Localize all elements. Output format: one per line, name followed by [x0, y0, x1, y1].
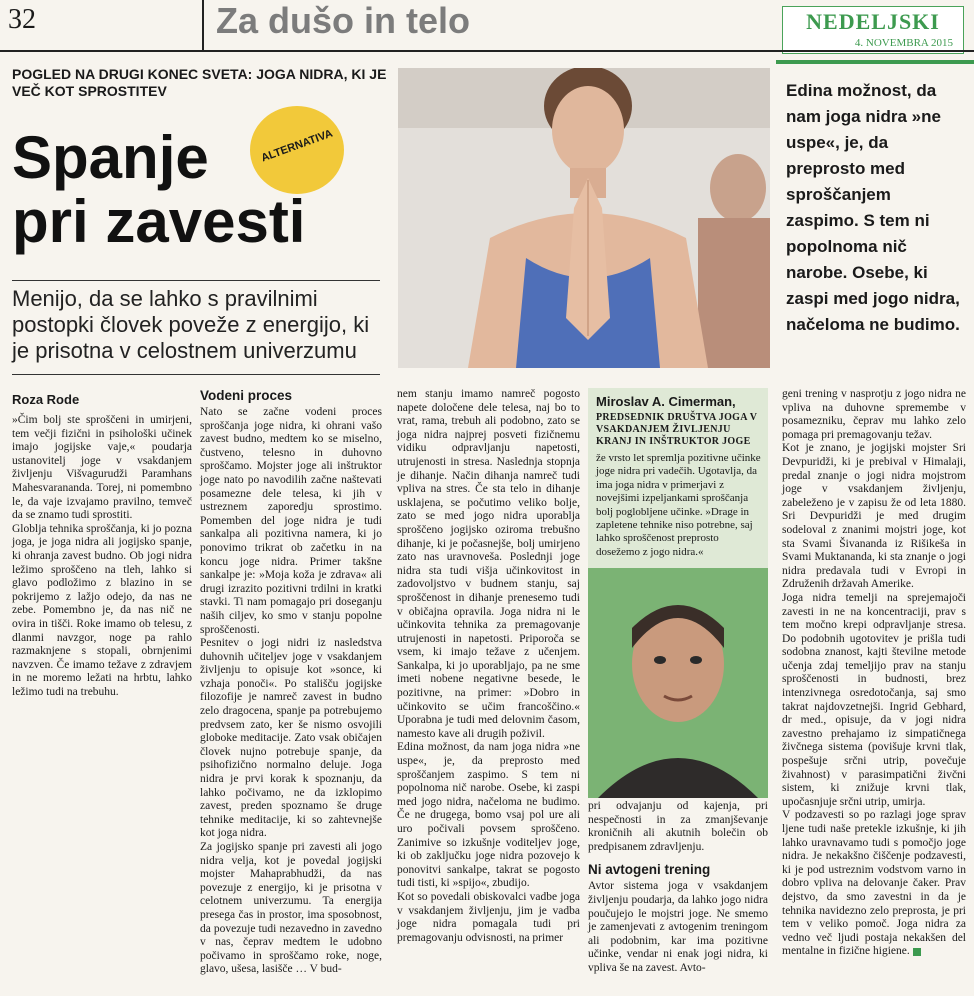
paragraph: Joga nidra temelji na sprejemajoči zavesti in ne na koncentraciji, prav s tem močno krepi odpravljanje stresa. Do podobnih ugotovitev je prišla tudi sodobna znanost, kajti številne metode učenja zdaj temeljijo prav na stanju sproščenosti in budnosti, brez intenzivnega osredotočanja, saj smo takrat najdovzetnejši. Ingrid Gebhard, dr med., opisuje, da v jogi nidra zavestno prehajamo iz simpatičnega živčnega sistema (povišuje krvni tlak, pospešuje srčni utrip, povečuje živahnost) v parasimpatični živčni sistem, ki znižuje krvni tlak, upočasnjuje srčni utrip, umirja. — [782, 591, 966, 808]
section-title: Za dušo in telo — [216, 0, 471, 41]
yoga-woman-illustration — [398, 68, 770, 368]
sidebar-role: PREDSEDNIK DRUŠTVA JOGA V VSAKDANJEM ŽIVLJENJU KRANJ IN INŠTRUKTOR JOGE — [596, 412, 758, 447]
paragraph: Edina možnost, da nam joga nidra »ne uspe«, je, da preprosto med sproščanjem zaspimo. S tem ni popolnoma nič narobe. Osebe, ki zaspi med jogo nidra, načeloma ne budimo. Če ne drugega, bomo vsaj pol ure ali uro počivali povsem sproščeno. Zanimive so izkušnje voditeljev joge, ki ob zaključku joge nidra pozovejo k ponovitvi sankalpe, takrat se pogosto tudi tisti, ki »spijo«, zbudijo. — [397, 741, 580, 890]
masthead-date: 4. NOVEMBRA 2015 — [854, 37, 953, 49]
paragraph: Kot so povedali obiskovalci vadbe joga v vsakdanjem življenju, jim je vadba joge nidra pomagala tudi pri premagovanju odvisnosti, na primer — [397, 890, 580, 944]
paragraph: nem stanju imamo namreč pogosto napete določene dele telesa, naj bo to vrat, rama, trebuh ali podobno, zato se joga nidra najprej posveti fizičnemu vidiku odpravljanju napetosti, utrujenosti in stresa. Naslednja stopnja je dihanje. Način dihanja namreč tudi vpliva na stres. Če sta telo in dihanje usklajena, se počutimo veliko bolje, zato se med jogo nidra uporablja sproščeno jogijsko oziroma trebušno dihanje, ki je počasnejše, bolj umirjeno zato nas uravnoveša. Poslednji joge nidra sta tudi višja učinkovitost in zadovoljstvo v budnem stanju, saj sproščenost in dihanje prenesemo tudi v običajna opravila. Joga nidra ni le učinkovita tehnika za premagovanje utrujenosti in napetosti. Priporoča se vsem, ki imajo težave z učenjem. Sankalpa, ki jo uporabljajo, pa ne sme imeti nobene negativne besede, le pozitivne, na primer: »Dobro in učinkovito se učim francoščino.« Uporabna je tudi med delovnim časom, namesto kave ali drugih poživil. — [397, 388, 580, 740]
headline-line-2: pri zavesti — [12, 188, 306, 255]
header-rule — [0, 50, 974, 52]
masthead-name: NEDELJSKI — [806, 9, 940, 34]
column-1 — [12, 414, 192, 699]
paragraph: Nato se začne vodeni proces sproščanja joge nidra, ki ohrani vašo zavest budno, medtem ko se miselno, čustveno, telesno in duhovno sproščamo. Mojster joge ali inštruktor joge nato po navodilih začne naštevati posamezne dele telesa, ki jih v ustreznem zaporedju sprostimo. Pomemben del joge nidra je tudi sankalpa ali pozitivna namera, ki jo ponovimo trikrat ob začetku in na koncu joge nidra. Primer takšne sankalpe je: »Moja koža je zdrava« ali drugi izrazito pozitivni trdilni in kratki stavki. Ti nam pomagajo pri doseganju naših ciljev, ko smo v stanju popolne sproščenosti. — [200, 406, 382, 636]
paragraph — [782, 809, 966, 959]
byline: Roza Rode — [12, 392, 80, 407]
paragraph: Avtor sistema joga v vsakdanjem življenju poudarja, da lahko jogo nidra poučujejo le mojstri joge. Ne smemo je zamenjevati z avtogenim treningom ali podobnim, kar ima pozitivne učinke, vendar ni enak jogi nidra, ki vpliva še na zavest. Avto- — [588, 880, 768, 974]
portrait-illustration — [588, 568, 768, 798]
headline-line-1: Spanje — [12, 124, 209, 191]
header-divider — [202, 0, 204, 50]
column-6 — [782, 388, 966, 959]
column-5 — [588, 800, 768, 976]
badge-label: ALTERNATIVA — [259, 127, 335, 165]
paragraph: Pesnitev o jogi nidri iz nasledstva duhovnih učiteljev joge v vsakdanjem življenju to opisuje kot »sonce, ki vzhaja ponoči«. Po stališču jogijske filozofije je namreč zavest in budno zelo dragocena, spanje pa potrebujemo predvsem zato, ker še nismo osvojili globoke meditacije. Zato vsak običajen človek nujno potrebuje spanje, da psihofizično normalno deluje. Joga nidra je prvi korak k spoznanju, da lahko počivamo, ne da izklopimo zavest, preden spoznamo še druge tehnike meditacije, ki so zahtevnejše kot joga nidra. — [200, 637, 382, 840]
alternativa-badge — [250, 106, 344, 194]
paragraph: Za jogijsko spanje pri zavesti ali jogo nidra velja, kot je povedal jogijski mojster Mahaprabhudži, da nas povezuje z energijo, ki je prisotna v celotnem univerzumu. Ta energija presega čas in prostor, ima sposobnost, da povezuje tudi nezavedno in zavedno v nas, čeprav medtem le udobno počivamo in sproščamo roke, noge, glavo, ušesa, lasišče … V bud- — [200, 841, 382, 976]
sidebar-name: Miroslav A. Cimerman, — [596, 394, 736, 409]
subheading-vodeni-proces: Vodeni proces — [200, 388, 293, 403]
paragraph: Kot je znano, je jogijski mojster Sri Devpuridži, ki je prebival v Himalaji, predal znanje o jogi nidra mojstrom joge v vsakdanjem življenju, zabeleženo je v zapisu že od leta 1880. Sri Devpuridži je med drugim sodeloval z znanimi mojstri joge, kot sta Svami Šivananda iz Rišikeša in Svami Muktananda, ki sta znanje o jogi nidra predavala tudi v Evropi in Združenih državah Amerike. — [782, 442, 966, 591]
masthead — [782, 6, 964, 54]
portrait-photo — [588, 568, 768, 798]
sidebar-text: že vrsto let spremlja pozitivne učinke joge nidra pri vadečih. Ugotavlja, da ima joga nidra v primerjavi z novejšimi izpeljankami sproščanja bolj poglobljene učinke. »Drage in zapletene tehnike niso potrebne, saj lahko sproščenost preprosto dosežemo z jogo nidra.« — [596, 452, 761, 558]
deck-rule-bottom — [12, 374, 380, 375]
deck-rule-top — [12, 280, 380, 281]
subheading-ni-avtogeni-trening: Ni avtogeni trening — [588, 862, 711, 878]
end-mark-icon — [913, 948, 921, 956]
paragraph: Globlja tehnika sproščanja, ki jo pozna joga, je joga nidra ali jogijsko spanje, ki ohranja zavest budno. Ob jogi nidra ležimo sproščeno na tleh, lahko si glavo podložimo z blazino in se pokrijemo z lažjo odejo, da nas ne zebe. Pomembno je, da nas nič ne ovira in tišči. Roke imamo ob telesu, z dlanmi navzgor, noge pa rahlo razmaknjene s stopali, obrnjenimi navzven. Če imamo težave z zdravjem in ne moremo ležati na hrbtu, lahko ležimo tudi na trebuhu. — [12, 522, 192, 698]
deck: Menijo, da se lahko s pravilnimi postopki človek poveže z energijo, ki je prisotna v celostnem univerzumu — [12, 286, 370, 363]
column-2 — [200, 388, 382, 977]
paragraph-text: V podzavesti so po razlagi joge sprav ljene tudi naše pretekle izkušnje, ki jih lahko uravnavamo tudi s pomočjo joge nidra. Je nekakšno čiščenje podzavesti, ki je pod ustreznim vodstvom varno in dobro vpliva na delovanje čaker. Prav dejstvo, da smo zavestni in da je tehnika navidezno zelo preprosta, je pri tem v veliko pomoč. Joga nidra za vedno več ljudi postaja nekakšen del mentalne in fizične higiene. — [782, 809, 966, 958]
pullquote: Edina možnost, da nam joga nidra »ne uspe«, je, da preprosto med sproščanjem zaspimo. S tem ni popolnoma nič narobe. Osebe, ki zaspi med jogo nidra, načeloma ne budimo. — [786, 81, 960, 334]
kicker: POGLED NA DRUGI KONEC SVETA: JOGA NIDRA, KI JE VEČ KOT SPROSTITEV — [12, 66, 387, 99]
sidebar-box — [588, 388, 768, 798]
paragraph: »Čim bolj ste sproščeni in umirjeni, tem večji fizični in psihološki učinek imajo jogijske vaje,« poudarja ustanovitelj joge v vsakdanjem življenju Višvagurudži Paramhans Mahesvarananda. Torej, ni pomembno le, da vaje izvajamo pravilno, temveč da se znamo tudi sprostiti. — [12, 414, 192, 522]
pullquote-bar — [776, 60, 974, 64]
paragraph: pri odvajanju od kajenja, pri nespečnosti in za zmanjševanje kroničnih ali akutnih bolečin ob predpisanem zdravljenju. — [588, 800, 768, 853]
page-number: 32 — [8, 4, 36, 35]
yoga-photo — [398, 68, 770, 368]
column-3 — [397, 388, 580, 945]
paragraph: geni trening v nasprotju z jogo nidra ne vpliva na duhovne spremembe v posamezniku, čeprav mu lahko zelo pomaga pri premagovanju težav. — [782, 388, 966, 441]
